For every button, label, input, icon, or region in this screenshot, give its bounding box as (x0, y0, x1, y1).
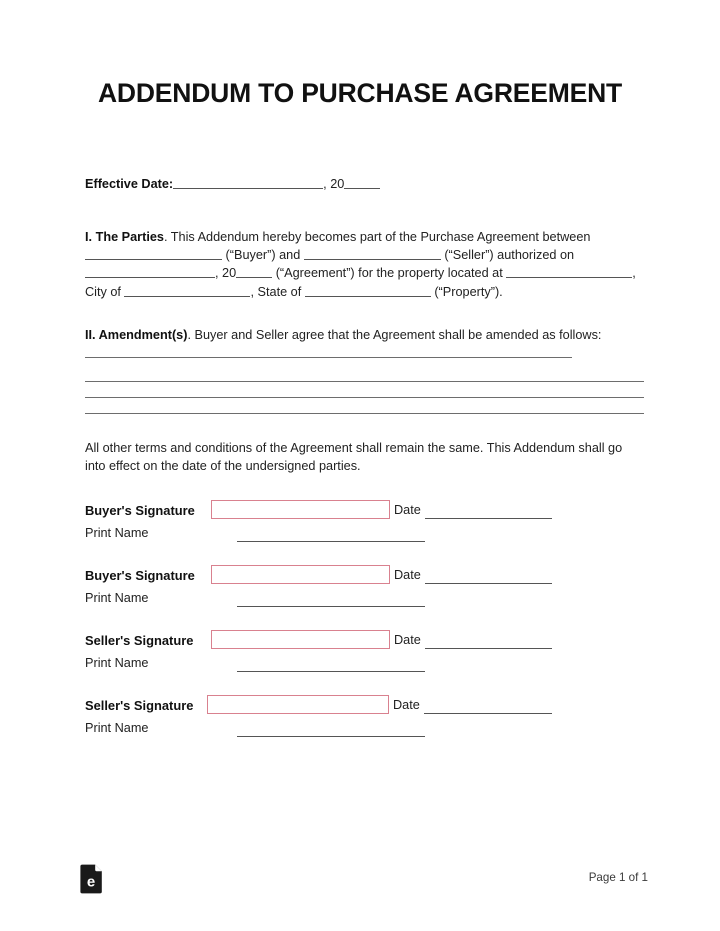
amendment-blank-line-1[interactable] (85, 346, 572, 358)
seller-print-name-label: Print Name (85, 721, 149, 735)
effective-date-line (85, 175, 644, 193)
buyer-date-label: Date (394, 503, 421, 517)
closing-paragraph: All other terms and conditions of the Agreement shall remain the same. This Addendum shall go into effect on the date of the undersigned parties. (85, 441, 623, 474)
signature-row (85, 565, 645, 587)
section-amendments-heading: II. Amendment(s) (85, 328, 188, 342)
parties-text-8: (“Property”). (430, 284, 503, 299)
agreement-date-blank[interactable] (85, 265, 215, 278)
signature-row (85, 500, 645, 522)
signature-block-buyer-1 (85, 500, 645, 546)
buyer-name-blank[interactable] (85, 247, 222, 260)
page-number: Page 1 of 1 (588, 871, 648, 884)
agreement-year-blank[interactable] (236, 265, 272, 278)
effective-date-colon: : (168, 177, 174, 191)
property-address-blank[interactable] (506, 265, 632, 278)
print-name-row (85, 654, 645, 675)
amendment-blank-line-4[interactable] (85, 413, 644, 414)
signature-row (85, 630, 645, 652)
parties-text-7: , State of (250, 284, 305, 299)
seller-print-name-field[interactable] (237, 736, 425, 737)
print-name-row (85, 589, 645, 610)
seller-date-label: Date (393, 698, 420, 712)
seller-print-name-field[interactable] (237, 671, 425, 672)
signature-block-buyer-2 (85, 565, 645, 611)
property-state-blank[interactable] (305, 284, 431, 297)
buyer-date-field[interactable] (425, 518, 552, 519)
buyer-signature-field[interactable] (211, 500, 390, 519)
buyer-print-name-field[interactable] (237, 606, 425, 607)
buyer-signature-label: Buyer's Signature (85, 503, 195, 518)
seller-date-field[interactable] (425, 648, 552, 649)
signature-block-seller-1 (85, 630, 645, 676)
print-name-row (85, 719, 645, 740)
signature-block-seller-2 (85, 695, 645, 741)
effective-date-label: Effective Date (85, 177, 169, 191)
parties-text-5: (“Agreement”) for the property located at (272, 266, 507, 281)
parties-text-2: (“Buyer”) and (222, 248, 304, 263)
seller-signature-label: Seller's Signature (85, 633, 194, 648)
buyer-print-name-label: Print Name (85, 526, 149, 540)
buyer-date-label: Date (394, 568, 421, 582)
parties-text-3: (“Seller”) authorized on (440, 248, 575, 263)
seller-signature-field[interactable] (207, 695, 389, 714)
parties-text-4: , 20 (215, 266, 237, 281)
section-the-parties (85, 228, 644, 301)
seller-signature-field[interactable] (211, 630, 390, 649)
parties-text-1: . This Addendum hereby becomes part of the Purchase Agreement between (163, 230, 591, 244)
effective-date-blank[interactable] (173, 176, 323, 189)
seller-name-blank[interactable] (304, 247, 441, 260)
seller-date-field[interactable] (424, 713, 552, 714)
section-parties-heading: I. The Parties (85, 230, 164, 244)
section-amendments (85, 326, 644, 362)
seller-date-label: Date (394, 633, 421, 647)
amendment-blank-line-3[interactable] (85, 397, 644, 398)
amendments-text-1: . Buyer and Seller agree that the Agreement shall be amended as follows: (187, 328, 602, 342)
document-e-logo-icon (80, 864, 104, 894)
property-city-blank[interactable] (124, 284, 250, 297)
buyer-signature-field[interactable] (211, 565, 390, 584)
buyer-signature-label: Buyer's Signature (85, 568, 195, 583)
svg-text:e: e (86, 873, 96, 891)
parties-text-6: , City of (85, 266, 636, 299)
page-title: ADDENDUM TO PURCHASE AGREEMENT (97, 78, 623, 108)
buyer-date-field[interactable] (425, 583, 552, 584)
signature-row (85, 695, 645, 717)
amendment-blank-line-2[interactable] (85, 381, 644, 382)
print-name-row (85, 524, 645, 545)
buyer-print-name-label: Print Name (85, 591, 149, 605)
buyer-print-name-field[interactable] (237, 541, 425, 542)
effective-date-year-prefix: , 20 (323, 177, 345, 191)
seller-print-name-label: Print Name (85, 656, 149, 670)
effective-date-year-blank[interactable] (344, 176, 380, 189)
seller-signature-label: Seller's Signature (85, 698, 194, 713)
